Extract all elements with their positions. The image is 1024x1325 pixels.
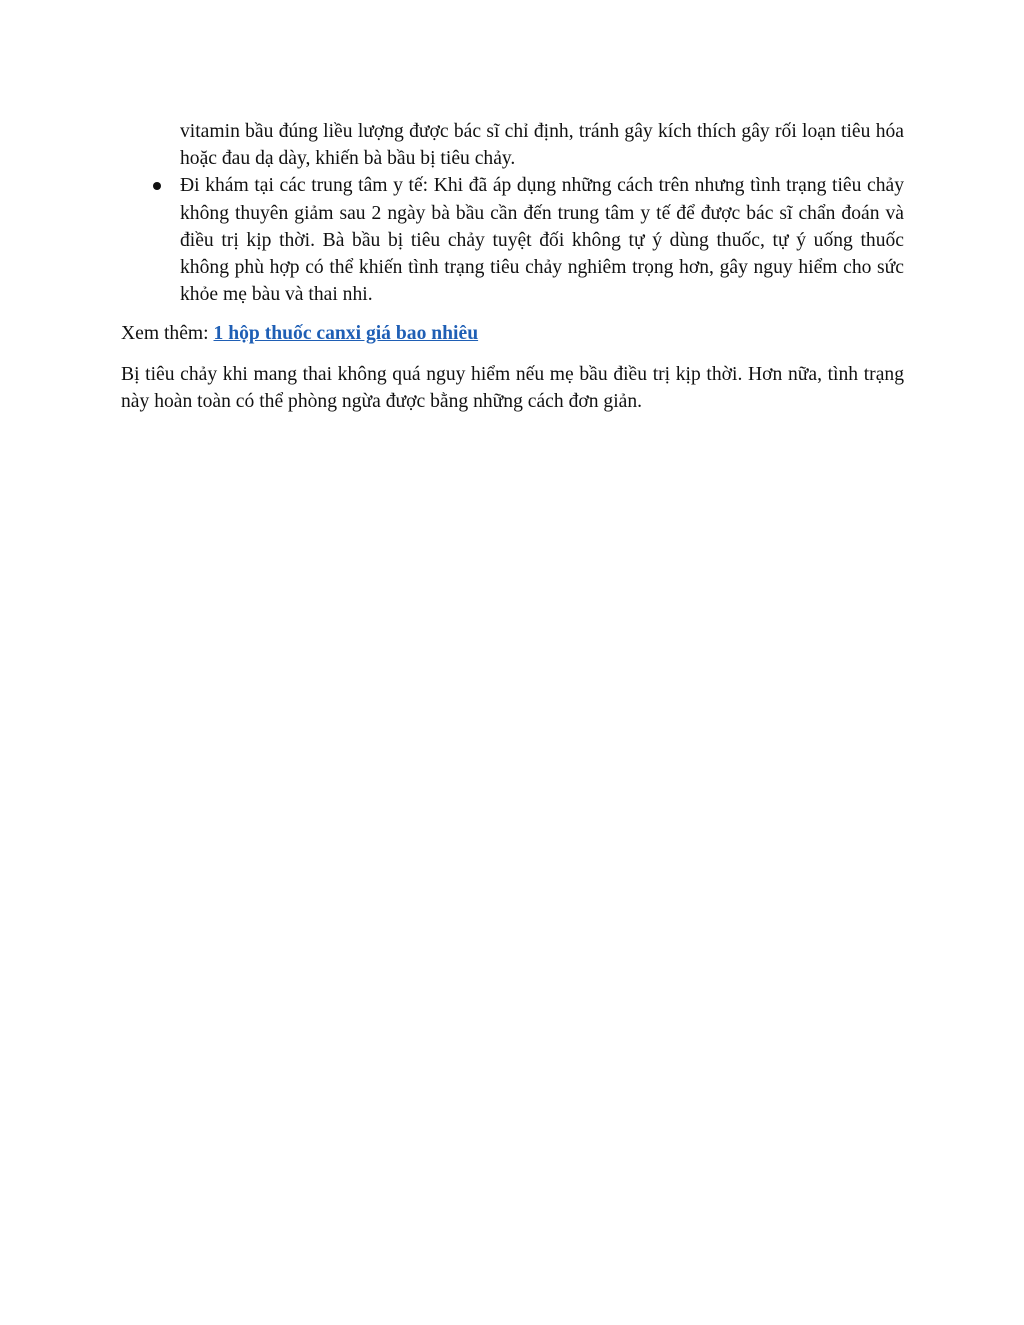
see-more-paragraph (121, 320, 904, 347)
document-page (121, 118, 904, 415)
bullet-list (121, 172, 904, 308)
bullet-icon (153, 182, 161, 190)
closing-paragraph: Bị tiêu chảy khi mang thai không quá nguy hiểm nếu mẹ bầu điều trị kịp thời. Hơn nữa, tình trạng này hoàn toàn có thể phòng ngừa được bằng những cách đơn giản. (121, 363, 904, 412)
see-more-label: Xem thêm: (121, 323, 214, 345)
list-item (121, 172, 904, 308)
see-more-link[interactable]: 1 hộp thuốc canxi giá bao nhiêu (213, 323, 479, 345)
continued-bullet-text: vitamin bầu đúng liều lượng được bác sĩ chỉ định, tránh gây kích thích gây rối loạn tiêu hóa hoặc đau dạ dày, khiến bà bầu bị tiêu chảy. (180, 121, 904, 170)
bullet-text: Đi khám tại các trung tâm y tế: Khi đã áp dụng những cách trên nhưng tình trạng tiêu chảy không thuyên giảm sau 2 ngày bà bầu cần đến trung tâm y tế để được bác sĩ chẩn đoán và điều trị kịp thời. Bà bầu bị tiêu chảy tuyệt đối không tự ý dùng thuốc, tự ý uống thuốc không phù hợp có thể khiến tình trạng tiêu chảy nghiêm trọng hơn, gây nguy hiểm cho sức khỏe mẹ bàu và thai nhi. (180, 175, 904, 306)
